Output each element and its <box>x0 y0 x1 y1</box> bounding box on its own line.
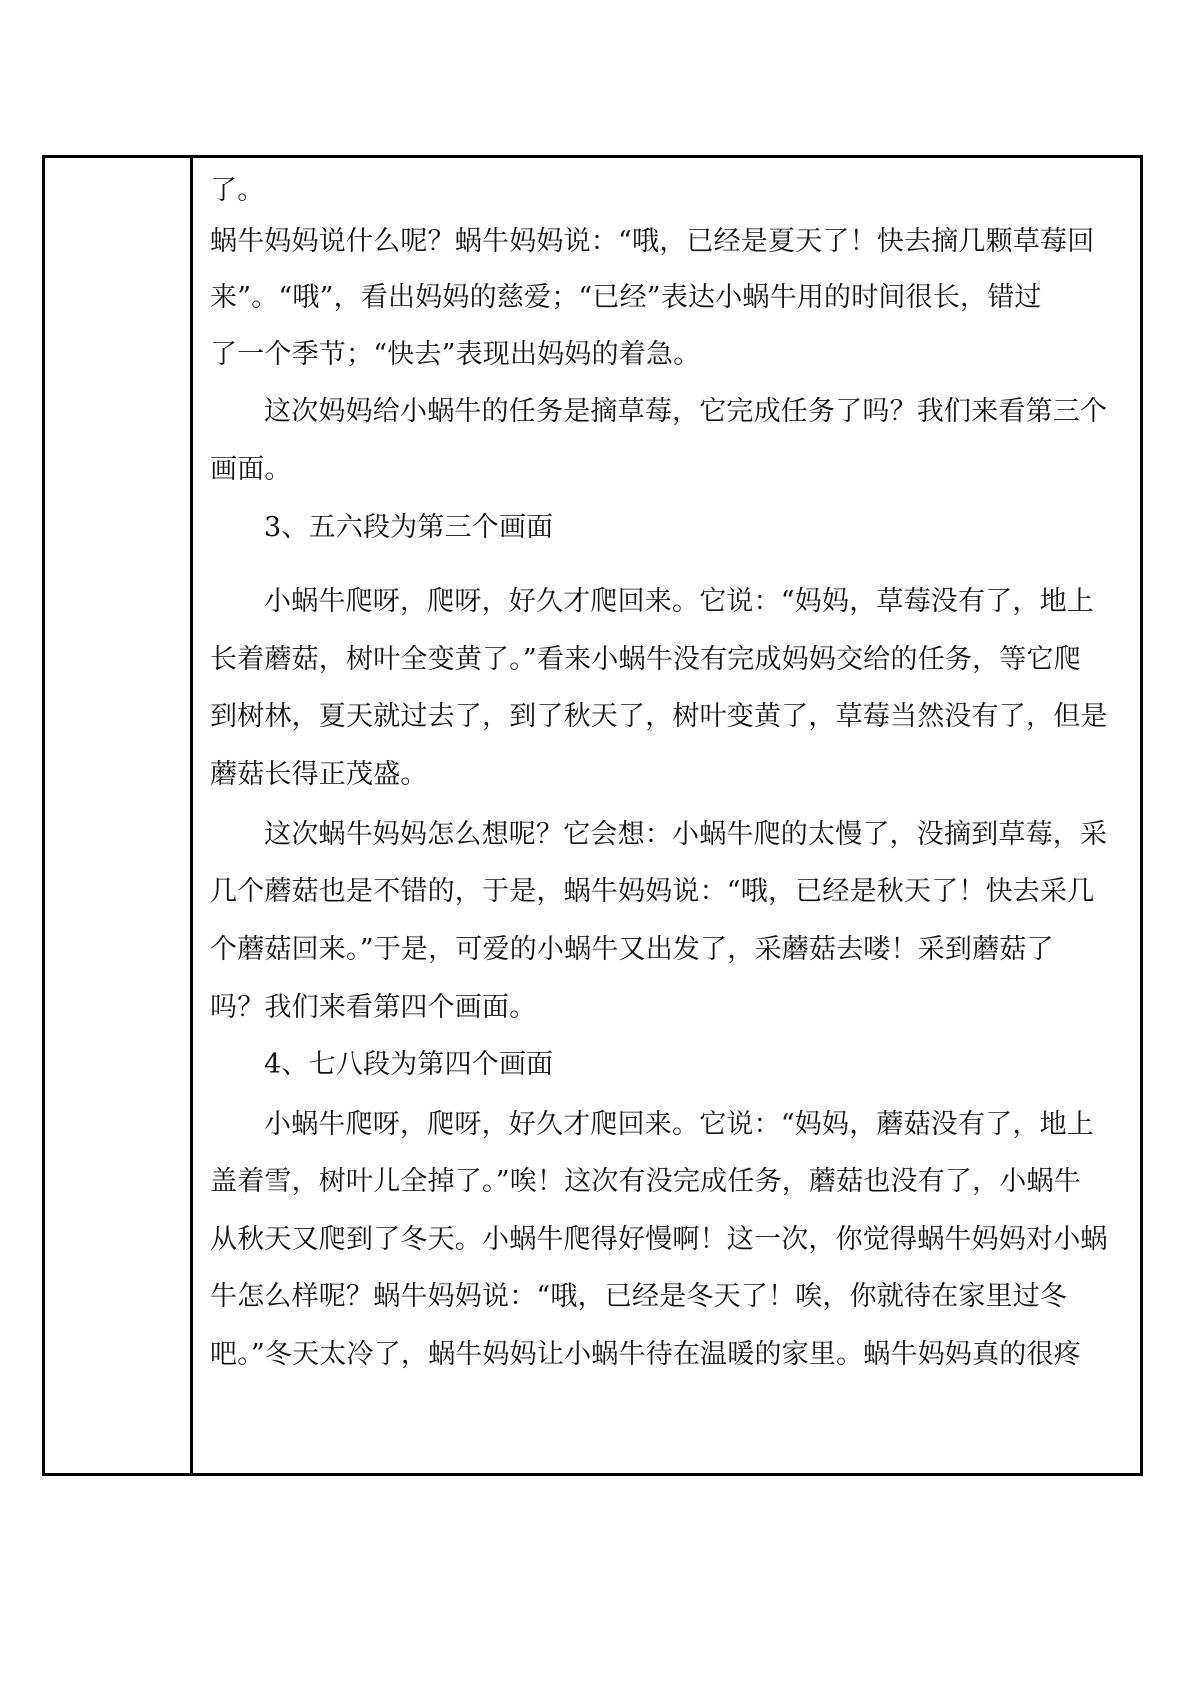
text-line: 个蘑菇回来。”于是，可爱的小蜗牛又出发了，采蘑菇去喽！采到蘑菇了 <box>210 934 1054 965</box>
text-line: 从秋天又爬到了冬天。小蜗牛爬得好慢啊！这一次，你觉得蜗牛妈妈对小蜗 <box>210 1224 1108 1255</box>
text-line: 蜗牛妈妈说什么呢？蜗牛妈妈说：“哦，已经是夏天了！快去摘几颗草莓回 <box>210 226 1095 257</box>
lesson-table <box>42 155 1143 1476</box>
text-line: 几个蘑菇也是不错的，于是，蜗牛妈妈说：“哦，已经是秋天了！快去采几 <box>210 876 1095 907</box>
section-heading: 3、五六段为第三个画面 <box>264 512 554 543</box>
text-line: 盖着雪，树叶儿全掉了。”唉！这次有没完成任务，蘑菇也没有了，小蜗牛 <box>210 1166 1081 1197</box>
text-line: 画面。 <box>210 454 292 485</box>
text-line: 小蜗牛爬呀，爬呀，好久才爬回来。它说：“妈妈，草莓没有了，地上 <box>264 586 1095 617</box>
text-line: 蘑菇长得正茂盛。 <box>210 759 428 790</box>
section-heading: 4、七八段为第四个画面 <box>264 1049 554 1080</box>
text-line: 了。 <box>210 175 265 206</box>
text-line: 吧。”冬天太冷了，蜗牛妈妈让小蜗牛待在温暖的家里。蜗牛妈妈真的很疼 <box>210 1339 1081 1370</box>
left-column-cell <box>45 158 193 1473</box>
text-line: 长着蘑菇，树叶全变黄了。”看来小蜗牛没有完成妈妈交给的任务，等它爬 <box>210 644 1081 675</box>
text-line: 到树林，夏天就过去了，到了秋天了，树叶变黄了，草莓当然没有了，但是 <box>210 701 1108 732</box>
text-line: 了一个季节；“快去”表现出妈妈的着急。 <box>210 339 701 370</box>
text-line: 吗？我们来看第四个画面。 <box>210 992 537 1023</box>
text-line: 小蜗牛爬呀，爬呀，好久才爬回来。它说：“妈妈，蘑菇没有了，地上 <box>264 1109 1095 1140</box>
content-cell <box>196 158 1140 1473</box>
text-line: 来”。“哦”，看出妈妈的慈爱；“已经”表达小蜗牛用的时间很长，错过 <box>210 282 1042 313</box>
text-line: 这次蜗牛妈妈怎么想呢？它会想：小蜗牛爬的太慢了，没摘到草莓，采 <box>264 819 1108 850</box>
text-line: 牛怎么样呢？蜗牛妈妈说：“哦，已经是冬天了！唉，你就待在家里过冬 <box>210 1281 1068 1312</box>
text-line: 这次妈妈给小蜗牛的任务是摘草莓，它完成任务了吗？我们来看第三个 <box>264 396 1108 427</box>
